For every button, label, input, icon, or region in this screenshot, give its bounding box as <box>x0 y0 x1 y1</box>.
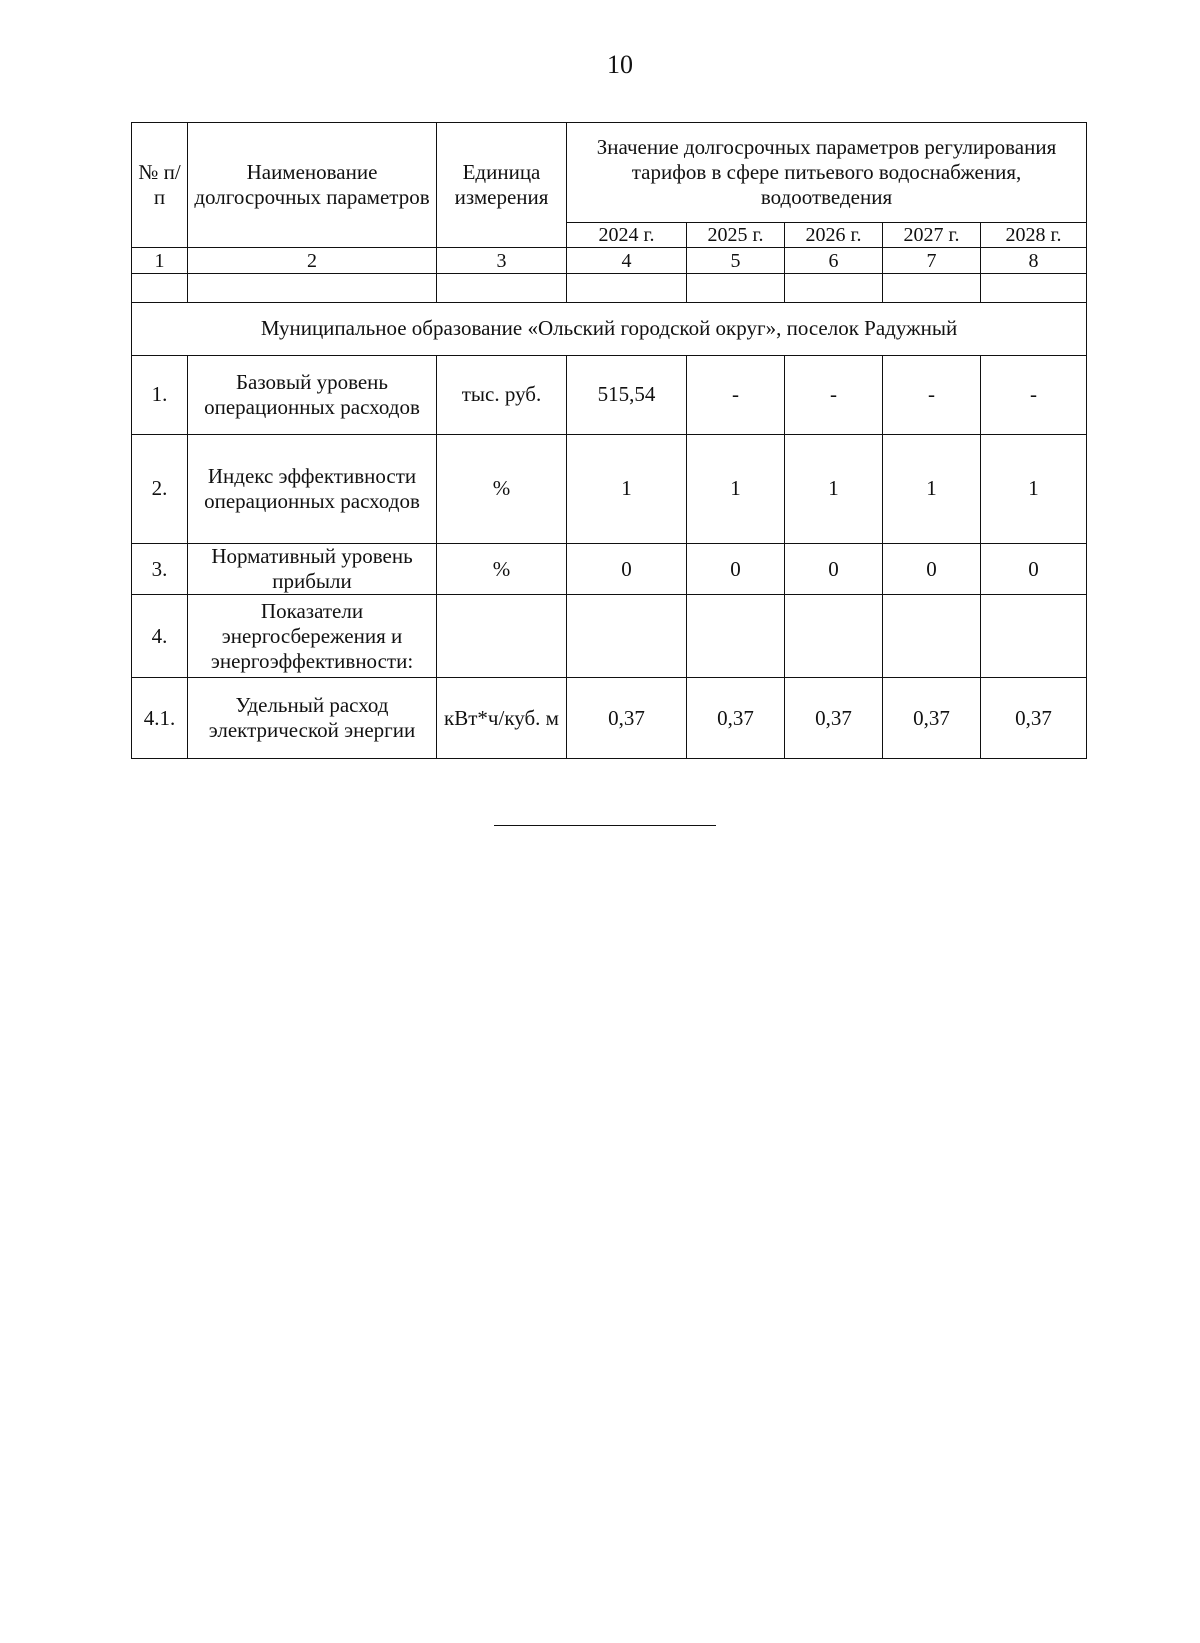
blank-cell <box>567 274 687 303</box>
row-value: - <box>687 356 785 435</box>
row-value: - <box>883 356 981 435</box>
row-value: 0,37 <box>567 678 687 759</box>
row-value <box>785 595 883 678</box>
row-value <box>883 595 981 678</box>
end-of-document-rule <box>494 825 716 826</box>
section-title: Муниципальное образование «Ольский городской округ», поселок Радужный <box>132 303 1087 356</box>
row-value: 1 <box>567 435 687 544</box>
row-value: 0,37 <box>981 678 1087 759</box>
column-number: 5 <box>687 248 785 274</box>
column-number: 8 <box>981 248 1087 274</box>
row-name: Базовый уровень операционных расходов <box>188 356 437 435</box>
row-value: 1 <box>981 435 1087 544</box>
blank-cell <box>785 274 883 303</box>
page-number: 10 <box>607 50 633 79</box>
blank-cell <box>437 274 567 303</box>
blank-cell <box>981 274 1087 303</box>
blank-cell <box>687 274 785 303</box>
row-number: 1. <box>132 356 188 435</box>
column-number: 3 <box>437 248 567 274</box>
row-value: - <box>785 356 883 435</box>
row-unit: % <box>437 435 567 544</box>
row-name: Нормативный уровень прибыли <box>188 544 437 595</box>
table-row <box>132 678 1087 759</box>
row-value: 0 <box>687 544 785 595</box>
row-value: 1 <box>785 435 883 544</box>
row-value: 0,37 <box>785 678 883 759</box>
header-name: Наименование долгосрочных параметров <box>188 123 437 248</box>
row-number: 3. <box>132 544 188 595</box>
header-year-2026: 2026 г. <box>785 223 883 248</box>
header-num: № п/п <box>132 123 188 248</box>
row-number: 4.1. <box>132 678 188 759</box>
row-unit: тыс. руб. <box>437 356 567 435</box>
row-value <box>687 595 785 678</box>
column-number: 6 <box>785 248 883 274</box>
row-name: Индекс эффективности операционных расходов <box>188 435 437 544</box>
header-year-2027: 2027 г. <box>883 223 981 248</box>
row-value: 0 <box>883 544 981 595</box>
row-value: 0,37 <box>687 678 785 759</box>
row-value: 1 <box>883 435 981 544</box>
header-values-group: Значение долгосрочных параметров регулирования тарифов в сфере питьевого водоснабжения, водоотведения <box>567 123 1087 223</box>
row-unit: % <box>437 544 567 595</box>
row-value <box>567 595 687 678</box>
header-year-2028: 2028 г. <box>981 223 1087 248</box>
row-name: Показатели энергосбережения и энергоэффективности: <box>188 595 437 678</box>
table-row <box>132 544 1087 595</box>
row-unit: кВт*ч/куб. м <box>437 678 567 759</box>
header-unit: Единица измерения <box>437 123 567 248</box>
table-row <box>132 356 1087 435</box>
row-value: 1 <box>687 435 785 544</box>
column-number: 4 <box>567 248 687 274</box>
row-value: 0 <box>785 544 883 595</box>
column-number: 1 <box>132 248 188 274</box>
row-unit <box>437 595 567 678</box>
header-year-2025: 2025 г. <box>687 223 785 248</box>
row-value: 0 <box>981 544 1087 595</box>
column-number: 7 <box>883 248 981 274</box>
row-value <box>981 595 1087 678</box>
row-number: 2. <box>132 435 188 544</box>
row-value: 515,54 <box>567 356 687 435</box>
row-number: 4. <box>132 595 188 678</box>
column-number: 2 <box>188 248 437 274</box>
blank-cell <box>883 274 981 303</box>
blank-cell <box>132 274 188 303</box>
row-value: 0,37 <box>883 678 981 759</box>
column-number-row <box>132 248 1087 274</box>
blank-row <box>132 274 1087 303</box>
header-year-2024: 2024 г. <box>567 223 687 248</box>
table-row <box>132 595 1087 678</box>
long-term-parameters-table <box>131 122 1087 759</box>
table-row <box>132 435 1087 544</box>
blank-cell <box>188 274 437 303</box>
row-value: 0 <box>567 544 687 595</box>
row-value: - <box>981 356 1087 435</box>
row-name: Удельный расход электрической энергии <box>188 678 437 759</box>
